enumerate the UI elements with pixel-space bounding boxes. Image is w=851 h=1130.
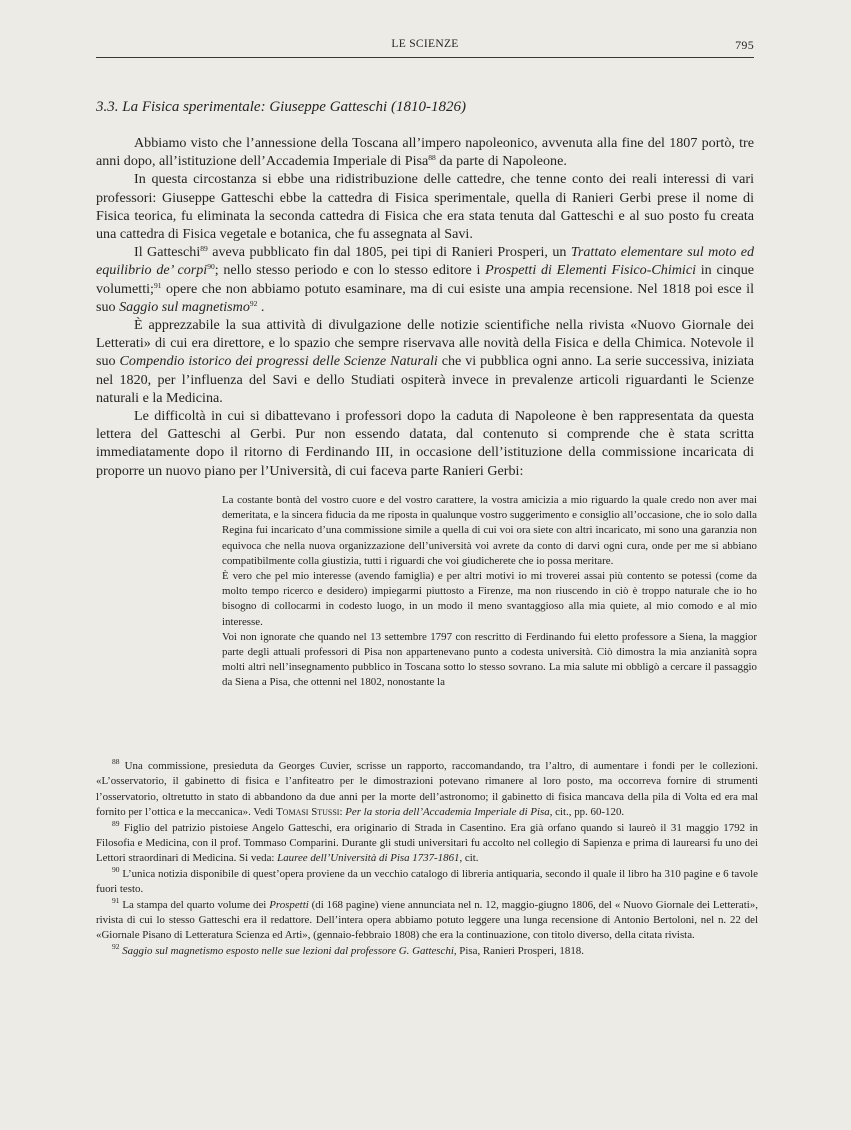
footnote-ref: 90 <box>207 262 215 272</box>
footnote-number: 92 <box>112 941 120 951</box>
section-heading: 3.3. La Fisica sperimentale: Giuseppe Gatteschi (1810-1826) <box>96 99 466 115</box>
book-title: Saggio sul magnetismo esposto nelle sue lezioni dal professore G. Gatteschi <box>119 944 454 957</box>
quote-paragraph: Voi non ignorate che quando nel 13 settembre 1797 con rescritto di Ferdinando fui eletto professore a Siena, la maggior parte degli attuali professori di Pisa non appartenevano punto a codesta università. Ciò dimostra la mia anzianità sopra molti altri nell’insegnamento pubblico in Toscana sotto lo stesso sovrano. La mia salute mi obbligò a cercare il passaggio da Siena a Pisa, che ottenni nel 1802, nonostante la <box>222 630 757 689</box>
footnotes <box>96 759 758 959</box>
text: , Pisa, Ranieri Prosperi, 1818. <box>453 944 584 957</box>
footnote-89 <box>96 818 758 867</box>
text: Figlio del patrizio pistoiese Angelo Gatteschi, era originario di Strada in Casentino. Era già orfano quando si laureò il 31 maggio 1792 in Filosofia e Medicina, con il prof. Tommaso Comparini. Durante gli studi universitari fu accolto nel collegio di Sapienza e prima di laurearsi fu uno dei Lettori straordinari di Medicina. Si veda: <box>96 821 758 865</box>
text: : <box>339 806 346 819</box>
running-head <box>96 38 754 54</box>
text: che vi pubblica ogni anno. La serie successiva, iniziata nel 1820, per l’influenza del Savi e dello Studiati ospiterà invece in prevalenze articoli riguardanti le Scienze naturali e la Medicina. <box>96 353 754 406</box>
book-title: Prospetti di Elementi Fisico-Chimici <box>485 262 697 279</box>
text: , cit., pp. 60-120. <box>549 806 625 819</box>
letter-quote <box>222 493 757 691</box>
footnote-90 <box>96 864 758 898</box>
header-rule <box>96 57 754 58</box>
book-title: Trattato elementare sul moto ed equilibrio de’ corpi <box>96 244 754 279</box>
paragraph <box>96 243 754 316</box>
footnote-ref: 91 <box>153 280 162 290</box>
footnote-number: 88 <box>112 757 120 766</box>
footnote-number: 91 <box>112 895 120 905</box>
paragraph: In questa circostanza si ebbe una ridistribuzione delle cattedre, che tenne conto dei reali interessi di vari professori: Giuseppe Gatteschi ebbe la cattedra di Fisica sperimentale, quella di Ranieri Gerbi prese il nome di Fisica teorica, fu eliminata la seconda cattedra di Fisica che era stata tenuta dal Gatteschi e al suo posto fu creata una cattedra di Fisica vegetale e botanica, che fu assegnata al Savi. <box>96 171 754 243</box>
footnote-92 <box>96 941 758 959</box>
text: opere che non abbiamo potuto esaminare, ma di cui esiste una ampia recensione. Nel 1818 poi esce il suo <box>96 280 754 315</box>
running-title: LE SCIENZE <box>391 38 459 50</box>
footnote-ref: 89 <box>200 244 208 254</box>
text: Una commissione, presieduta da Georges Cuvier, scrisse un rapporto, raccomandando, tra l’altro, di aumentare i fondi per le collezioni. «L’osservatorio, il gabinetto di fisica e l’anfiteatro per le dimostrazioni potevano rimanere al loro posto, ma occorreva fornire di strumenti l’osservatorio, oltretutto in stato di abbandono da due anni per la morte dell’astronomo; il gabinetto di fisica mancava della pila di Volta ed era mal fornito per l’ottica e la meccanica». Vedi <box>96 760 758 819</box>
paragraph <box>96 134 754 170</box>
text: , cit. <box>459 852 479 865</box>
text: . <box>257 298 265 315</box>
book-title: Lauree dell’Università di Pisa 1737-1861 <box>277 852 460 865</box>
book-title: Compendio istorico dei progressi delle Scienze Naturali <box>119 353 438 370</box>
quote-paragraph: La costante bontà del vostro cuore e del vostro carattere, la vostra amicizia a mio riguardo la quale credo non aver mai demeritata, e la sincera fiducia da me riposta in qualunque vostro suggerimento e consiglio all’occasione, che io solo dalla Regina fui incaricato d’una commissione simile a quella di cui voi ora siete con altri incaricato, mi sono una garanzia non equivoca che nella nuova organizzazione dell’università voi avrete da conto di darvi ogni cura, onde per me si abbiano compatibilmente colla giustizia, tutti i riguardi che voi giudicherete che io possa meritare. <box>222 494 757 567</box>
paragraph: Le difficoltà in cui si dibattevano i professori dopo la caduta di Napoleone è ben rappresentata da questa lettera del Gatteschi al Gerbi. Pur non essendo datata, dal contenuto si comprende che è stata scritta immediatamente dopo il ritorno di Ferdinando III, in occasione dell’istituzione della commissione incaricata di proporre un nuovo piano per l’Università, di cui faceva parte Ranieri Gerbi: <box>96 408 754 479</box>
quote-paragraph: È vero che pel mio interesse (avendo famiglia) e per altri motivi io mi troverei assai più contento se potessi (come da molto tempo ricerco e desidero) impiegarmi piuttosto a Firenze, ma non riuscendo in ciò è troppo naturale che io ho bisogno di collocarmi in codesto luogo, in un modo il meno svantaggioso alla mia quiete, al mio comodo e al mio interesse. <box>222 570 757 628</box>
text: (di 168 pagine) viene annunciata nel n. 12, maggio-giugno 1806, del « Nuovo Giornale dei Letterati», rivista di cui lo stesso Gatteschi era il redattore. Dell’intera opera abbiamo potuto leggere una lunga recensione di Antonio Bertoloni, nel n. 22 del «Giornale Pisano di Letteratura Scienza ed Arti», (gennaio-febbraio 1808) che era la continuazione, con titolo diverso, della citata rivista. <box>96 898 758 942</box>
footnote-number: 90 <box>112 864 120 874</box>
book-title: Per la storia dell’Accademia Imperiale di Pisa <box>345 806 550 819</box>
book-title: Saggio sul magnetismo <box>119 298 250 315</box>
footnote-91 <box>96 895 758 944</box>
text: in cinque volumetti; <box>96 262 755 297</box>
text: L’unica notizia disponibile di quest’opera proviene da un vecchio catalogo di libreria antiquaria, secondo il quale il libro ha 310 pagine e 6 tavole fuori testo. <box>96 867 758 896</box>
text: È apprezzabile la sua attività di divulgazione delle notizie scientifiche nella rivista «Nuovo Giornale dei Letterati» di cui era direttore, e lo spazio che sempre riservava alle novità della Fisica e della Chimica. Notevole il suo <box>96 317 754 370</box>
footnote-ref: 88 <box>428 153 436 163</box>
book-title: Prospetti <box>269 898 309 911</box>
body-text <box>96 134 754 480</box>
text: ; nello stesso periodo e con lo stesso editore i <box>214 262 486 279</box>
paragraph <box>96 316 754 407</box>
footnote-number: 89 <box>112 818 120 828</box>
text: da parte di Napoleone. <box>435 153 567 170</box>
page-number: 795 <box>735 38 754 52</box>
footnote-88 <box>96 759 758 821</box>
footnote-ref: 92 <box>249 298 258 308</box>
author: Tomasi Stussi <box>276 806 340 819</box>
text: Abbiamo visto che l’annessione della Toscana all’impero napoleonico, avvenuta alla fine del 1807 portò, tre anni dopo, all’istituzione dell’Accademia Imperiale di Pisa <box>96 135 754 170</box>
text: La stampa del quarto volume dei <box>119 898 270 911</box>
text: Il Gatteschi <box>134 244 201 261</box>
text: aveva pubblicato fin dal 1805, pei tipi di Ranieri Prosperi, un <box>207 244 571 261</box>
